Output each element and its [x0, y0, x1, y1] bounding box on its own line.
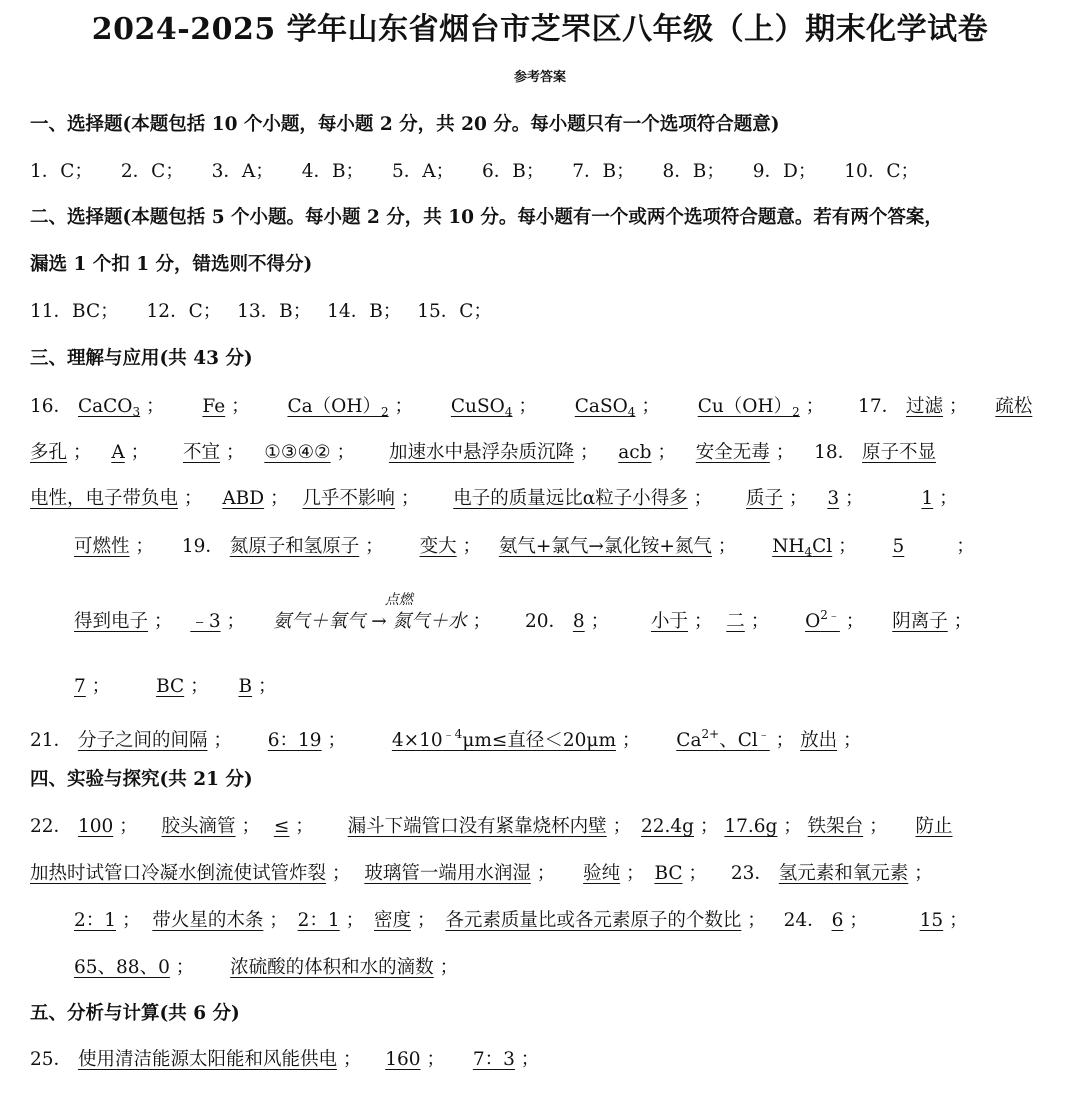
separator: ；: [416, 910, 436, 931]
q22-answer-10: 验纯: [583, 863, 621, 884]
separator: ；: [135, 536, 154, 557]
q20-number: 20．: [524, 611, 567, 632]
q16-answer-4: CuSO$_4$: [450, 396, 513, 419]
answer-12: 12．C；: [146, 301, 222, 322]
q17-answer-8: 安全无毒: [695, 442, 770, 463]
q21-answer-5: 放出: [800, 730, 838, 751]
separator: ；: [956, 536, 975, 557]
separator: ；: [270, 488, 289, 509]
separator: ；: [612, 816, 632, 837]
separator: ；: [520, 1049, 540, 1070]
separator: ；: [130, 442, 150, 463]
separator: ；: [805, 396, 825, 417]
separator: ；: [845, 611, 865, 632]
answer-3: 3．A；: [211, 161, 274, 182]
separator: ；: [153, 611, 173, 632]
q17-line: [30, 440, 936, 466]
answer-6: 6．B；: [481, 161, 545, 182]
q24-answer-4: 浓硫酸的体积和水的滴数: [230, 957, 434, 978]
q20-line-end: [74, 674, 276, 700]
q18-answer-6: 3: [827, 488, 840, 509]
q22-answer-1: 100: [77, 816, 114, 837]
separator: ；: [536, 863, 556, 884]
q25-answer-2: 160: [385, 1049, 421, 1070]
q25-line: [30, 1047, 539, 1073]
q20-answer-3: 二: [726, 611, 745, 632]
q18-answer-4: 电子的质量远比α粒子小得多: [453, 488, 688, 509]
separator: ；: [183, 488, 203, 509]
separator: ；: [717, 536, 737, 557]
separator: ；: [121, 910, 141, 931]
q23-line: [30, 861, 933, 887]
separator: ；: [145, 396, 165, 417]
separator: ；: [641, 396, 660, 417]
q19-answer-6: 得到电子: [74, 611, 149, 632]
answer-8: 8．B；: [662, 161, 725, 182]
q18-answer-3: 几乎不影响: [302, 488, 395, 509]
separator: ；: [72, 442, 92, 463]
q18-answer-1b: 电性，电子带负电: [30, 488, 179, 509]
q19-answer-5: 5: [892, 536, 905, 557]
separator: ；: [336, 442, 356, 463]
separator: ；: [345, 910, 365, 931]
separator: ；: [295, 816, 314, 837]
q20-answer-1: 8: [572, 611, 585, 632]
answer-1: 1．C；: [30, 161, 93, 182]
q22-number: 22．: [30, 816, 73, 837]
q20-answer-5: 阴离子: [892, 611, 948, 632]
q19-number: 19．: [181, 536, 224, 557]
q16-answer-6: $Cu(OH)_2$: [697, 396, 800, 419]
q19-answer-3: 氨气+氯气→氯化铵+氮气: [498, 536, 712, 557]
q25-answer-1: 使用清洁能源太阳能和风能供电: [77, 1049, 337, 1070]
q20-answer-2: 小于: [650, 611, 688, 632]
answer-15: 15．C；: [417, 301, 492, 322]
separator: ；: [342, 1049, 362, 1070]
separator: ；: [269, 910, 288, 931]
separator: ；: [939, 488, 958, 509]
q24-answer-3: 65、88、0: [74, 957, 170, 978]
q23-answer-6: 各元素质量比或各元素原子的个数比: [445, 910, 742, 931]
q18-answer-2: ABD: [222, 488, 265, 509]
section-1-heading: 一、选择题(本题包括 10 个小题，每小题 2 分，共 20 分。每小题只有一个选项符合题意): [30, 114, 780, 135]
answer-2: 2．C；: [120, 161, 184, 182]
q17-answer-2a: 疏松: [995, 396, 1033, 417]
separator: ；: [699, 816, 719, 837]
separator: ；: [91, 676, 111, 697]
q22-line: [30, 814, 953, 840]
q22-answer-11: BC: [654, 863, 683, 884]
q23-answer-2: 2：1: [74, 910, 117, 931]
q21-line: [30, 721, 862, 754]
answer-11: 11．BC；: [30, 301, 119, 322]
q23-answer-3: 带火星的木条: [152, 910, 264, 931]
answer-14: 14．B；: [327, 301, 402, 322]
q24-line-end: [74, 955, 458, 981]
separator: ；: [119, 816, 138, 837]
section-2-heading-line1: 二、选择题(本题包括 5 个小题。每小题 2 分，共 10 分。每小题有一个或两个选项符合题意。若有两个答案，: [30, 207, 943, 228]
q25-answer-3: 7：3: [472, 1049, 515, 1070]
separator: ；: [842, 730, 862, 751]
q22-answer-6: 17.6g: [724, 816, 778, 837]
q24-line: [74, 908, 968, 934]
separator: ；: [213, 730, 232, 751]
answer-7: 7．B；: [572, 161, 635, 182]
separator: ；: [845, 488, 864, 509]
separator: ；: [626, 863, 645, 884]
q19-answer-1: 氮原子和氢原子: [229, 536, 360, 557]
q22-answer-2: 胶头滴管: [161, 816, 236, 837]
separator: ；: [327, 730, 346, 751]
q17-answer-3: A: [111, 442, 125, 463]
q16-answer-3: $Ca(OH)_2$: [287, 396, 389, 419]
q19-answer-4: $NH_4Cl$: [772, 536, 833, 559]
q19-answer-8-equation: 点燃 氨气＋氧气 → 氮气＋水: [273, 609, 467, 635]
q21-answer-2: 6：19: [267, 730, 322, 751]
separator: ；: [590, 611, 610, 632]
separator: ；: [838, 536, 857, 557]
separator: ；: [225, 442, 245, 463]
separator: ；: [693, 611, 713, 632]
separator: ；: [439, 957, 459, 978]
q23-answer-1: 氢元素和氧元素: [778, 863, 909, 884]
separator: ；: [747, 910, 766, 931]
separator: ；: [948, 396, 968, 417]
q18-answer-5: 质子: [746, 488, 784, 509]
separator: ；: [331, 863, 351, 884]
q16-answer-5: CaSO$_4$: [574, 396, 636, 419]
separator: ；: [783, 816, 802, 837]
separator: ；: [226, 611, 245, 632]
separator: ；: [257, 676, 277, 697]
separator: ；: [750, 611, 770, 632]
q22-answer-5: 22.4g: [640, 816, 695, 837]
q18-line: [30, 486, 958, 512]
separator: ；: [657, 442, 676, 463]
q21-answer-3: $4\times 10^{﹣4}\mu m\le$直径＜20μm: [391, 727, 616, 751]
q22-answer-8a: 防止: [915, 816, 953, 837]
q20-answer-4: $O^{2﹣}$: [805, 608, 840, 632]
answer-13: 13．B；: [237, 301, 312, 322]
separator: ；: [462, 536, 481, 557]
q16-answer-2: Fe: [202, 396, 226, 417]
section-2-answers: [30, 299, 492, 325]
separator: ；: [621, 730, 641, 751]
separator: ；: [426, 1049, 445, 1070]
section-5-heading: 五、分析与计算(共 6 分): [30, 1003, 240, 1024]
q22-answer-9: 玻璃管一端用水润湿: [364, 863, 531, 884]
q16-answer-1: CaCO$_3$: [77, 396, 141, 419]
q22-answer-7: 铁架台: [807, 816, 864, 837]
q16-line: [30, 394, 1032, 425]
q19-line: [74, 534, 975, 565]
separator: ；: [788, 488, 808, 509]
q16-number: 16．: [30, 396, 73, 417]
separator: ；: [775, 730, 795, 751]
q17-answer-1: 过滤: [905, 396, 943, 417]
separator: ；: [394, 396, 414, 417]
q17-answer-2b: 多孔: [30, 442, 68, 463]
q22-answer-3: ≤: [273, 816, 290, 837]
q24-answer-2: 15: [919, 910, 944, 931]
q23-answer-4: 2：1: [297, 910, 340, 931]
q18-number: 18．: [814, 442, 857, 463]
q17-answer-5: ①③④②: [264, 442, 331, 463]
separator: ；: [365, 536, 384, 557]
q17-number: 17．: [858, 396, 901, 417]
section-4-heading: 四、实验与探究(共 21 分): [30, 769, 253, 790]
q25-number: 25．: [30, 1049, 73, 1070]
page-subtitle: 参考答案: [513, 70, 566, 85]
separator: ；: [579, 442, 599, 463]
section-2-heading-line2: 漏选 1 个扣 1 分，错选则不得分): [30, 254, 313, 275]
separator: ；: [849, 910, 868, 931]
reaction-condition: 点燃: [384, 592, 413, 608]
section-3-heading: 三、理解与应用(共 43 分): [30, 348, 253, 369]
separator: ；: [869, 816, 888, 837]
separator: ；: [693, 488, 713, 509]
q19-answer-2: 变大: [419, 536, 457, 557]
q20-answer-7: BC: [156, 676, 185, 697]
q17-answer-6: 加速水中悬浮杂质沉降: [388, 442, 574, 463]
q18-answer-7: 1: [921, 488, 934, 509]
answer-9: 9．D；: [752, 161, 817, 182]
separator: ；: [472, 611, 492, 632]
section-1-answers: [30, 159, 919, 185]
q21-answer-4: $Ca^{2+}$、Cl﹣: [676, 727, 770, 751]
q24-answer-1: 6: [831, 910, 844, 931]
q20-line: [74, 592, 973, 635]
q17-answer-4: 不宜: [182, 442, 220, 463]
separator: ；: [914, 863, 933, 884]
q22-answer-4: 漏斗下端管口没有紧靠烧杯内壁: [347, 816, 607, 837]
separator: ；: [190, 676, 209, 697]
separator: ；: [953, 611, 973, 632]
separator: ；: [518, 396, 537, 417]
separator: ；: [241, 816, 260, 837]
q22-answer-8b: 加热时试管口冷凝水倒流使试管炸裂: [30, 863, 327, 884]
answer-10: 10．C；: [844, 161, 919, 182]
answer-4: 4．B；: [301, 161, 365, 182]
separator: ；: [175, 957, 195, 978]
q21-answer-1: 分子之间的间隔: [77, 730, 208, 751]
q23-answer-5: 密度: [374, 910, 412, 931]
q18-answer-1a: 原子不显: [862, 442, 937, 463]
separator: ；: [231, 396, 250, 417]
q18-answer-8: 可燃性: [74, 536, 130, 557]
separator: ；: [400, 488, 420, 509]
page-title: 2024-2025 学年山东省烟台市芝罘区八年级（上）期末化学试卷: [91, 12, 989, 47]
q17-answer-7: acb: [618, 442, 652, 463]
q19-answer-7: ﹣3: [190, 611, 221, 632]
answer-5: 5．A；: [391, 161, 455, 182]
separator: ；: [949, 910, 968, 931]
q24-number: 24．: [783, 910, 826, 931]
q21-number: 21．: [30, 730, 73, 751]
separator: ；: [688, 863, 707, 884]
q20-answer-6: 7: [74, 676, 86, 697]
q23-number: 23．: [730, 863, 773, 884]
q20-answer-8: B: [238, 676, 253, 697]
separator: ；: [775, 442, 795, 463]
